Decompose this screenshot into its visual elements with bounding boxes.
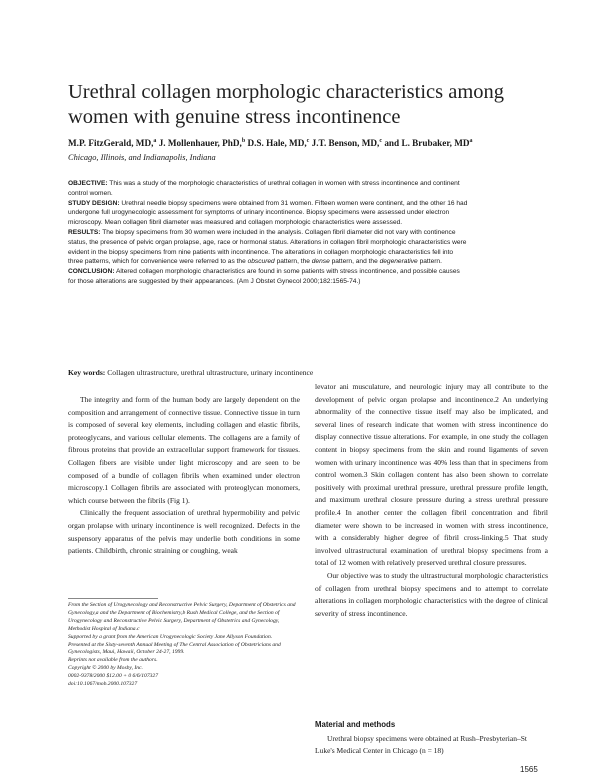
body-paragraph: Urethral biopsy specimens were obtained at Rush–Presbyterian–St Luke's Medical Center in Chicago (n = 18) [315,734,527,755]
body-paragraph: Clinically the frequent association of urethral hypermobility and pelvic organ prolapse with urinary incontinence is well recognized. Defects in the suspensory apparatus of the pelvis may underlie both conditions in some patients. Childbirth, chronic straining or coughing, weak [68,508,300,556]
author-name: M.P. FitzGerald, MD, [68,138,154,149]
abstract-label: RESULTS: [68,228,101,236]
author-name: J. Mollenhauer, PhD, [156,138,242,149]
footnote: Copyright © 2000 by Mosby, Inc. [68,665,143,672]
body-paragraph: Our objective was to study the ultrastructural morphologic characteristics of collagen from urethral biopsy specimens and to attempt to correlate alterations in collagen morphologic characteristics with the degree of clinical severity of stress incontinence. [315,570,548,618]
author-name: and L. Brubaker, MD [382,138,470,149]
footnotes [68,602,300,689]
keywords-text: Collagen ultrastructure, urethral ultrastructure, urinary incontinence [105,368,314,377]
body-column-left [68,394,300,558]
abstract [68,179,468,287]
body-column-right-continued [315,733,548,757]
abstract-text: pattern, the [274,258,312,266]
abstract-results [68,228,468,267]
footnote: 0002-9378/2000 $12.00 + 0 6/6/107327 [68,673,159,680]
affiliation: Chicago, Illinois, and Indianapolis, Indiana [68,153,216,162]
body-paragraph: levator ani musculature, and neurologic injury may all contribute to the development of pelvic organ prolapse and incontinence.2 An underlying abnormality of the connective tissue itself may also be implicated, and several lines of research indicate that women with stress incontinence do display connective tissue alterations. For example, in one study the collagen content in biopsy specimens from the skin and round ligaments of seven women with urinary incontinence was 40% less than that in specimens from control women.3 Skin collagen content has also been shown to correlate positively with proximal urethral pressure, urethral pressure profile length, and maximum urethral closure pressure during a stress urethral pressure profile.4 In another center the collagen fibril concentration and fibril diameter were shown to be increased in women with stress incontinence, with a considerably higher degree of fibril cross-linking.5 That study involved ultrastructural examination of urethral biopsy specimens from a total of 12 women with relatively preserved urethral closure pressures. [315,382,548,568]
author-affil-mark: c [306,138,310,144]
author-list [68,138,548,148]
body-paragraph: The integrity and form of the human body are largely dependent on the composition and arrangement of connective tissue. Connective tissue in turn is composed of several key elements, including collagen and elastic fibrils, proteoglycans, and various cellular elements. The collagens are a family of fibrous proteins that provide an extracellular support framework for tissues. Collagen fibers are visible under light microscopy and are seen to be composed of a bundle of collagen fibrils when examined under electron microscopy.1 Collagen fibrils are associated with proteoglycan monomers, which course between the fibrils (Fig 1). [68,395,300,505]
keywords-label: Key words: [68,368,106,377]
author-affil-mark: a [469,138,473,144]
abstract-italic-term: degenerative [379,258,418,266]
abstract-text: This was a study of the morphologic characteristics of urethral collagen in women with stress incontinence and continent control women. [68,180,460,197]
footnote: Presented at the Sixty-seventh Annual Meeting of The Central Association of Obstetricians and Gynecologists, Maui, Hawaii, October 24-27, 1999. [68,641,281,656]
author-affil-mark: b [241,138,246,144]
author-name: D.S. Hale, MD, [245,138,307,149]
abstract-objective [68,179,468,199]
abstract-text: pattern, and the [329,258,380,266]
abstract-text: Urethral needle biopsy specimens were obtained from 31 women. Fifteen women were continent, and the other 16 had undergone full urogynecologic assessment for symptoms of urinary incontinence. Biopsy specimens were assessed under electron microscopy. Mean collagen fibril diameter was measured and collagen morphologic characteristics were assessed. [68,199,468,227]
footnote: Reprints not available from the authors. [68,657,158,664]
footnote: Supported by a grant from the American Urogynecologic Society Jane Allyson Foundation. [68,633,273,640]
author-name: J.T. Benson, MD, [309,138,380,149]
abstract-text: Altered collagen morphologic characteristics are found in some patients with stress incontinence, and possible causes for those alterations are suggested by their appearances. (Am J Obstet Gynecol 2000;182:1565-74.) [68,268,460,285]
author-affil-mark: c [379,138,383,144]
abstract-text: pattern. [417,258,442,266]
footnote: From the Section of Urogynecology and Reconstructive Pelvic Surgery, Department of Obstetrics and Gynecology,a and the Department of Biochemistry,b Rush Medical College, and the Section of Urogynecology and Reconstructive Pelvic Surgery, Department of Obstetrics and Gynecology, Methodist Hospital of Indiana.c [68,602,296,632]
abstract-label: CONCLUSION: [68,268,115,276]
abstract-text: The biopsy specimens from 30 women were included in the analysis. Collagen fibril diameter did not vary with continence status, the presence of pelvic organ prolapse, age, race or hormonal status. Alterations in collagen fibril morphologic characteristics were evident in the biopsy specimens from nine patients with incontinence. The alterations in collagen morphologic characteristics fell into three patterns, which for convenience were referred to as the [68,228,467,266]
abstract-label: STUDY DESIGN: [68,199,120,207]
abstract-design [68,199,468,228]
body-column-right [315,381,548,620]
footnote: doi:10.1067/mob.2000.107327 [68,681,138,688]
section-heading: Material and methods [315,720,396,729]
keywords [68,368,538,377]
author-affil-mark: a [153,138,157,144]
article-title: Urethral collagen morphologic characteristics among women with genuine stress incontinence [68,81,505,128]
abstract-conclusion [68,267,468,287]
abstract-italic-term: dense [311,258,330,266]
abstract-label: OBJECTIVE: [68,180,108,187]
abstract-italic-term: obscured [247,258,275,266]
footnote-divider [68,598,158,599]
page-number: 1565 [520,765,538,774]
